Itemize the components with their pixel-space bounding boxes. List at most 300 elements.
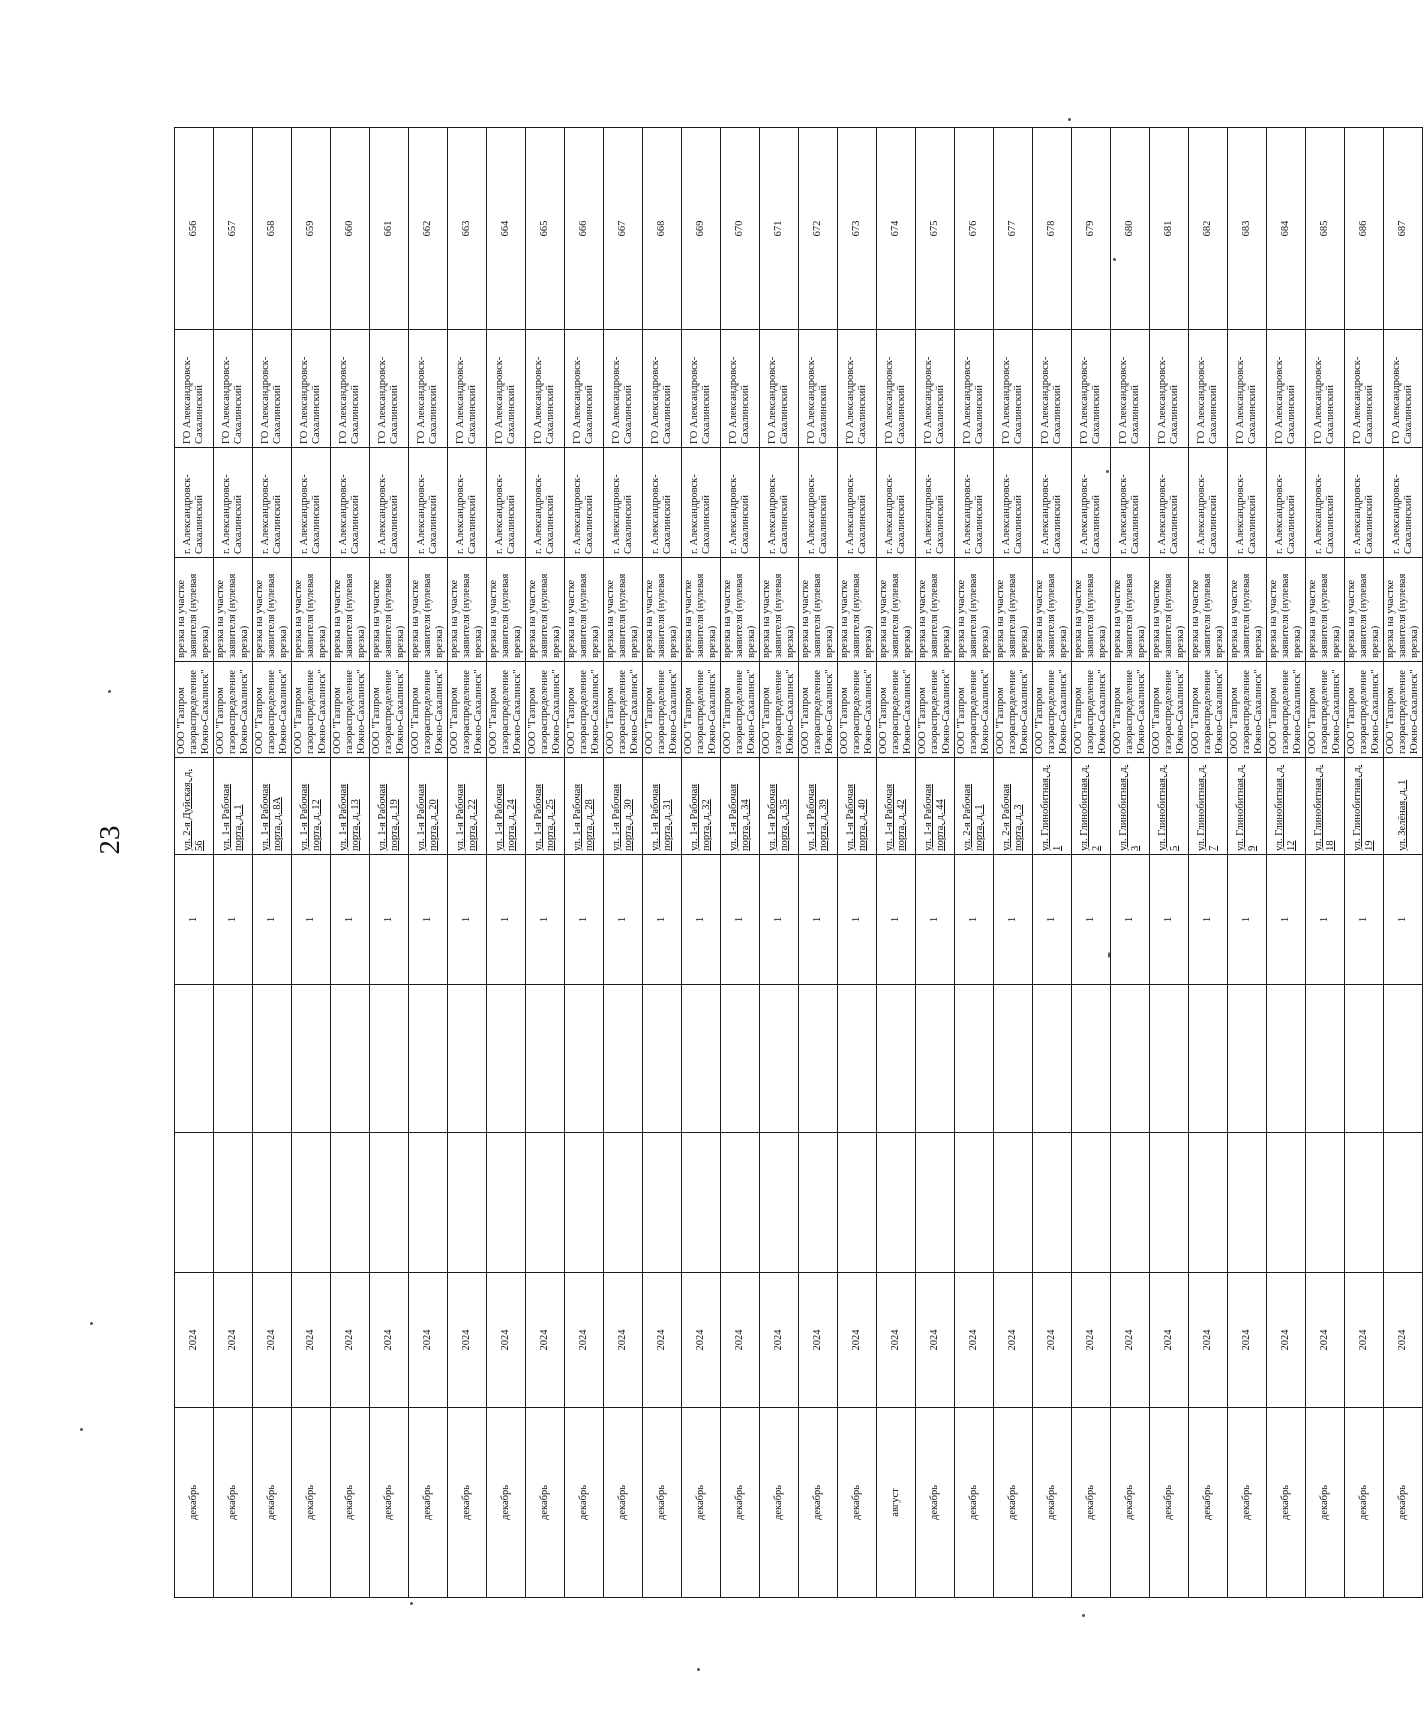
empty-cell (370, 1133, 409, 1273)
work-type-cell: врезка на участке заявителя (нулевая врезка) (1111, 558, 1150, 662)
address-cell: ул. Глинобитная, д. 9 (1228, 758, 1267, 855)
locality-cell: г. Александровск-Сахалинский (1267, 448, 1306, 558)
work-type-cell: врезка на участке заявителя (нулевая врезка) (526, 558, 565, 662)
year-cell: 2024 (175, 1273, 214, 1408)
empty-cell (1189, 985, 1228, 1133)
count-cell: 1 (1033, 855, 1072, 985)
table-row (1033, 128, 1072, 1598)
count-cell: 1 (175, 855, 214, 985)
row-number-cell: 685 (1306, 128, 1345, 330)
locality-cell: г. Александровск-Сахалинский (565, 448, 604, 558)
empty-cell (409, 1133, 448, 1273)
locality-cell: г. Александровск-Сахалинский (175, 448, 214, 558)
year-cell: 2024 (331, 1273, 370, 1408)
month-cell: декабрь (721, 1408, 760, 1598)
year-cell: 2024 (565, 1273, 604, 1408)
locality-cell: г. Александровск-Сахалинский (214, 448, 253, 558)
empty-cell (253, 985, 292, 1133)
empty-cell (448, 985, 487, 1133)
work-type-cell: врезка на участке заявителя (нулевая врезка) (487, 558, 526, 662)
operator-cell: ООО "Газпром газораспределение Южно-Сахалинск" (604, 662, 643, 758)
locality-cell: г. Александровск-Сахалинский (487, 448, 526, 558)
address-cell: ул. 1-я Рабочая порта, д. 1 (214, 758, 253, 855)
operator-cell: ООО "Газпром газораспределение Южно-Сахалинск" (409, 662, 448, 758)
month-cell: декабрь (1072, 1408, 1111, 1598)
table-row (565, 128, 604, 1598)
empty-cell (526, 985, 565, 1133)
row-number-cell: 681 (1150, 128, 1189, 330)
table-row (175, 128, 214, 1598)
work-type-cell: врезка на участке заявителя (нулевая врезка) (253, 558, 292, 662)
month-cell: декабрь (1306, 1408, 1345, 1598)
district-cell: ГО Александровск-Сахалинский (331, 330, 370, 448)
empty-cell (838, 985, 877, 1133)
scan-speck (108, 690, 111, 693)
year-cell: 2024 (682, 1273, 721, 1408)
table-row (409, 128, 448, 1598)
row-number-cell: 669 (682, 128, 721, 330)
address-cell: ул. 1-я Рабочая порта, д. 32 (682, 758, 721, 855)
locality-cell: г. Александровск-Сахалинский (1072, 448, 1111, 558)
count-cell: 1 (877, 855, 916, 985)
count-cell: 1 (370, 855, 409, 985)
empty-cell (799, 985, 838, 1133)
count-cell: 1 (331, 855, 370, 985)
scan-speck (1082, 1614, 1085, 1617)
operator-cell: ООО "Газпром газораспределение Южно-Сахалинск" (1345, 662, 1384, 758)
year-cell: 2024 (799, 1273, 838, 1408)
locality-cell: г. Александровск-Сахалинский (799, 448, 838, 558)
year-cell: 2024 (760, 1273, 799, 1408)
table-row (253, 128, 292, 1598)
registry-table (174, 127, 1423, 1598)
district-cell: ГО Александровск-Сахалинский (760, 330, 799, 448)
year-cell: 2024 (916, 1273, 955, 1408)
operator-cell: ООО "Газпром газораспределение Южно-Сахалинск" (955, 662, 994, 758)
year-cell: 2024 (1228, 1273, 1267, 1408)
count-cell: 1 (799, 855, 838, 985)
district-cell: ГО Александровск-Сахалинский (1111, 330, 1150, 448)
work-type-cell: врезка на участке заявителя (нулевая врезка) (1033, 558, 1072, 662)
empty-cell (1384, 1133, 1423, 1273)
month-cell: декабрь (1150, 1408, 1189, 1598)
empty-cell (955, 1133, 994, 1273)
count-cell: 1 (955, 855, 994, 985)
operator-cell: ООО "Газпром газораспределение Южно-Сахалинск" (448, 662, 487, 758)
empty-cell (1306, 985, 1345, 1133)
operator-cell: ООО "Газпром газораспределение Южно-Сахалинск" (1384, 662, 1423, 758)
address-cell: ул. 1-я Рабочая порта, д. 30 (604, 758, 643, 855)
locality-cell: г. Александровск-Сахалинский (682, 448, 721, 558)
operator-cell: ООО "Газпром газораспределение Южно-Сахалинск" (643, 662, 682, 758)
district-cell: ГО Александровск-Сахалинский (409, 330, 448, 448)
table-row (370, 128, 409, 1598)
table-row (1150, 128, 1189, 1598)
empty-cell (487, 985, 526, 1133)
month-cell: декабрь (487, 1408, 526, 1598)
table-row (448, 128, 487, 1598)
empty-cell (994, 1133, 1033, 1273)
locality-cell: г. Александровск-Сахалинский (526, 448, 565, 558)
empty-cell (565, 1133, 604, 1273)
count-cell: 1 (565, 855, 604, 985)
year-cell: 2024 (1384, 1273, 1423, 1408)
year-cell: 2024 (1345, 1273, 1384, 1408)
row-number-cell: 687 (1384, 128, 1423, 330)
month-cell: декабрь (916, 1408, 955, 1598)
year-cell: 2024 (1150, 1273, 1189, 1408)
table-row (1345, 128, 1384, 1598)
address-cell: ул. 1-я Рабочая порта, д. 25 (526, 758, 565, 855)
row-number-cell: 672 (799, 128, 838, 330)
year-cell: 2024 (1111, 1273, 1150, 1408)
operator-cell: ООО "Газпром газораспределение Южно-Сахалинск" (1189, 662, 1228, 758)
work-type-cell: врезка на участке заявителя (нулевая врезка) (448, 558, 487, 662)
address-cell: ул. 1-я Рабочая порта, д. 28 (565, 758, 604, 855)
address-cell: ул. 1-я Рабочая порта, д. 12 (292, 758, 331, 855)
work-type-cell: врезка на участке заявителя (нулевая врезка) (799, 558, 838, 662)
month-cell: декабрь (604, 1408, 643, 1598)
locality-cell: г. Александровск-Сахалинский (1111, 448, 1150, 558)
scan-speck (90, 1322, 93, 1325)
year-cell: 2024 (838, 1273, 877, 1408)
count-cell: 1 (760, 855, 799, 985)
row-number-cell: 662 (409, 128, 448, 330)
operator-cell: ООО "Газпром газораспределение Южно-Сахалинск" (1267, 662, 1306, 758)
district-cell: ГО Александровск-Сахалинский (565, 330, 604, 448)
scan-speck (1068, 118, 1071, 121)
district-cell: ГО Александровск-Сахалинский (1267, 330, 1306, 448)
operator-cell: ООО "Газпром газораспределение Южно-Сахалинск" (175, 662, 214, 758)
locality-cell: г. Александровск-Сахалинский (760, 448, 799, 558)
work-type-cell: врезка на участке заявителя (нулевая врезка) (721, 558, 760, 662)
row-number-cell: 657 (214, 128, 253, 330)
row-number-cell: 686 (1345, 128, 1384, 330)
locality-cell: г. Александровск-Сахалинский (994, 448, 1033, 558)
empty-cell (448, 1133, 487, 1273)
month-cell: декабрь (994, 1408, 1033, 1598)
empty-cell (1345, 1133, 1384, 1273)
count-cell: 1 (994, 855, 1033, 985)
month-cell: декабрь (1228, 1408, 1267, 1598)
operator-cell: ООО "Газпром газораспределение Южно-Сахалинск" (370, 662, 409, 758)
district-cell: ГО Александровск-Сахалинский (799, 330, 838, 448)
table-row (214, 128, 253, 1598)
address-cell: ул. 1-я Рабочая порта, д. 42 (877, 758, 916, 855)
row-number-cell: 679 (1072, 128, 1111, 330)
empty-cell (1111, 1133, 1150, 1273)
empty-cell (1111, 985, 1150, 1133)
address-cell: ул. Глинобитная, д. 2 (1072, 758, 1111, 855)
count-cell: 1 (1384, 855, 1423, 985)
empty-cell (565, 985, 604, 1133)
locality-cell: г. Александровск-Сахалинский (409, 448, 448, 558)
month-cell: декабрь (682, 1408, 721, 1598)
row-number-cell: 666 (565, 128, 604, 330)
locality-cell: г. Александровск-Сахалинский (877, 448, 916, 558)
row-number-cell: 659 (292, 128, 331, 330)
work-type-cell: врезка на участке заявителя (нулевая врезка) (1150, 558, 1189, 662)
table-row (799, 128, 838, 1598)
row-number-cell: 660 (331, 128, 370, 330)
row-number-cell: 664 (487, 128, 526, 330)
address-cell: ул. 1-я Рабочая порта, д. 39 (799, 758, 838, 855)
address-cell: ул. 1-я Рабочая порта, д. 35 (760, 758, 799, 855)
district-cell: ГО Александровск-Сахалинский (721, 330, 760, 448)
address-cell: ул. 1-я Рабочая порта, д. 40 (838, 758, 877, 855)
address-cell: ул. Зелёная, д. 1 (1384, 758, 1423, 855)
month-cell: декабрь (448, 1408, 487, 1598)
count-cell: 1 (1228, 855, 1267, 985)
month-cell: декабрь (292, 1408, 331, 1598)
operator-cell: ООО "Газпром газораспределение Южно-Сахалинск" (565, 662, 604, 758)
address-cell: ул. Глинобитная, д. 5 (1150, 758, 1189, 855)
operator-cell: ООО "Газпром газораспределение Южно-Сахалинск" (214, 662, 253, 758)
year-cell: 2024 (370, 1273, 409, 1408)
empty-cell (955, 985, 994, 1133)
work-type-cell: врезка на участке заявителя (нулевая врезка) (331, 558, 370, 662)
locality-cell: г. Александровск-Сахалинский (1189, 448, 1228, 558)
rotated-table-wrapper (174, 128, 1420, 1598)
work-type-cell: врезка на участке заявителя (нулевая врезка) (643, 558, 682, 662)
table-row (604, 128, 643, 1598)
work-type-cell: врезка на участке заявителя (нулевая врезка) (994, 558, 1033, 662)
locality-cell: г. Александровск-Сахалинский (331, 448, 370, 558)
empty-cell (604, 985, 643, 1133)
district-cell: ГО Александровск-Сахалинский (175, 330, 214, 448)
address-cell: ул. 2-я Рабочая порта, д. 3 (994, 758, 1033, 855)
district-cell: ГО Александровск-Сахалинский (448, 330, 487, 448)
month-cell: декабрь (1033, 1408, 1072, 1598)
locality-cell: г. Александровск-Сахалинский (604, 448, 643, 558)
address-cell: ул. Глинобитная, д. 3 (1111, 758, 1150, 855)
address-cell: ул. Глинобитная, д. 12 (1267, 758, 1306, 855)
count-cell: 1 (1072, 855, 1111, 985)
count-cell: 1 (1345, 855, 1384, 985)
operator-cell: ООО "Газпром газораспределение Южно-Сахалинск" (1033, 662, 1072, 758)
row-number-cell: 661 (370, 128, 409, 330)
row-number-cell: 678 (1033, 128, 1072, 330)
district-cell: ГО Александровск-Сахалинский (1228, 330, 1267, 448)
month-cell: декабрь (1111, 1408, 1150, 1598)
year-cell: 2024 (409, 1273, 448, 1408)
address-cell: ул. 1-я Рабочая порта, д. 24 (487, 758, 526, 855)
table-row (487, 128, 526, 1598)
row-number-cell: 684 (1267, 128, 1306, 330)
empty-cell (1072, 985, 1111, 1133)
scan-speck (80, 1428, 83, 1431)
count-cell: 1 (526, 855, 565, 985)
empty-cell (643, 985, 682, 1133)
address-cell: ул. 1-я Рабочая порта, д. 20 (409, 758, 448, 855)
empty-cell (877, 985, 916, 1133)
month-cell: декабрь (760, 1408, 799, 1598)
table-row (1267, 128, 1306, 1598)
address-cell: ул. 1-я Рабочая порта, д. 8А (253, 758, 292, 855)
empty-cell (1072, 1133, 1111, 1273)
locality-cell: г. Александровск-Сахалинский (253, 448, 292, 558)
district-cell: ГО Александровск-Сахалинский (1384, 330, 1423, 448)
operator-cell: ООО "Газпром газораспределение Южно-Сахалинск" (1072, 662, 1111, 758)
address-cell: ул. 1-я Рабочая порта, д. 22 (448, 758, 487, 855)
count-cell: 1 (1150, 855, 1189, 985)
operator-cell: ООО "Газпром газораспределение Южно-Сахалинск" (1228, 662, 1267, 758)
locality-cell: г. Александровск-Сахалинский (838, 448, 877, 558)
scan-speck (697, 1668, 700, 1671)
locality-cell: г. Александровск-Сахалинский (448, 448, 487, 558)
work-type-cell: врезка на участке заявителя (нулевая врезка) (1345, 558, 1384, 662)
empty-cell (916, 1133, 955, 1273)
locality-cell: г. Александровск-Сахалинский (721, 448, 760, 558)
count-cell: 1 (838, 855, 877, 985)
locality-cell: г. Александровск-Сахалинский (292, 448, 331, 558)
year-cell: 2024 (604, 1273, 643, 1408)
row-number-cell: 665 (526, 128, 565, 330)
work-type-cell: врезка на участке заявителя (нулевая врезка) (370, 558, 409, 662)
work-type-cell: врезка на участке заявителя (нулевая врезка) (838, 558, 877, 662)
year-cell: 2024 (721, 1273, 760, 1408)
locality-cell: г. Александровск-Сахалинский (1384, 448, 1423, 558)
empty-cell (214, 1133, 253, 1273)
work-type-cell: врезка на участке заявителя (нулевая врезка) (877, 558, 916, 662)
district-cell: ГО Александровск-Сахалинский (1189, 330, 1228, 448)
table-row (1189, 128, 1228, 1598)
empty-cell (1228, 1133, 1267, 1273)
table-row (955, 128, 994, 1598)
month-cell: декабрь (409, 1408, 448, 1598)
empty-cell (1345, 985, 1384, 1133)
address-cell: ул. Глинобитная, д. 7 (1189, 758, 1228, 855)
empty-cell (721, 1133, 760, 1273)
work-type-cell: врезка на участке заявителя (нулевая врезка) (565, 558, 604, 662)
row-number-cell: 658 (253, 128, 292, 330)
row-number-cell: 683 (1228, 128, 1267, 330)
work-type-cell: врезка на участке заявителя (нулевая врезка) (292, 558, 331, 662)
work-type-cell: врезка на участке заявителя (нулевая врезка) (214, 558, 253, 662)
month-cell: декабрь (955, 1408, 994, 1598)
row-number-cell: 677 (994, 128, 1033, 330)
table-row (838, 128, 877, 1598)
empty-cell (409, 985, 448, 1133)
empty-cell (682, 1133, 721, 1273)
district-cell: ГО Александровск-Сахалинский (916, 330, 955, 448)
locality-cell: г. Александровск-Сахалинский (1228, 448, 1267, 558)
empty-cell (1150, 1133, 1189, 1273)
row-number-cell: 670 (721, 128, 760, 330)
count-cell: 1 (448, 855, 487, 985)
district-cell: ГО Александровск-Сахалинский (877, 330, 916, 448)
district-cell: ГО Александровск-Сахалинский (1306, 330, 1345, 448)
count-cell: 1 (643, 855, 682, 985)
year-cell: 2024 (448, 1273, 487, 1408)
locality-cell: г. Александровск-Сахалинский (1150, 448, 1189, 558)
month-cell: декабрь (526, 1408, 565, 1598)
empty-cell (994, 985, 1033, 1133)
district-cell: ГО Александровск-Сахалинский (1150, 330, 1189, 448)
table-row (916, 128, 955, 1598)
row-number-cell: 674 (877, 128, 916, 330)
row-number-cell: 667 (604, 128, 643, 330)
operator-cell: ООО "Газпром газораспределение Южно-Сахалинск" (760, 662, 799, 758)
count-cell: 1 (1189, 855, 1228, 985)
work-type-cell: врезка на участке заявителя (нулевая врезка) (1306, 558, 1345, 662)
operator-cell: ООО "Газпром газораспределение Южно-Сахалинск" (1150, 662, 1189, 758)
month-cell: декабрь (1267, 1408, 1306, 1598)
table-row (526, 128, 565, 1598)
year-cell: 2024 (955, 1273, 994, 1408)
empty-cell (721, 985, 760, 1133)
work-type-cell: врезка на участке заявителя (нулевая врезка) (955, 558, 994, 662)
month-cell: декабрь (565, 1408, 604, 1598)
empty-cell (1033, 985, 1072, 1133)
work-type-cell: врезка на участке заявителя (нулевая врезка) (1228, 558, 1267, 662)
year-cell: 2024 (1189, 1273, 1228, 1408)
month-cell: декабрь (838, 1408, 877, 1598)
year-cell: 2024 (292, 1273, 331, 1408)
empty-cell (604, 1133, 643, 1273)
address-cell: ул. 2-я Дуйская, д. 56 (175, 758, 214, 855)
address-cell: ул. 1-я Рабочая порта, д. 13 (331, 758, 370, 855)
district-cell: ГО Александровск-Сахалинский (955, 330, 994, 448)
operator-cell: ООО "Газпром газораспределение Южно-Сахалинск" (487, 662, 526, 758)
count-cell: 1 (214, 855, 253, 985)
locality-cell: г. Александровск-Сахалинский (916, 448, 955, 558)
table-row (877, 128, 916, 1598)
empty-cell (370, 985, 409, 1133)
count-cell: 1 (916, 855, 955, 985)
empty-cell (292, 1133, 331, 1273)
address-cell: ул. Глинобитная, д. 19 (1345, 758, 1384, 855)
row-number-cell: 656 (175, 128, 214, 330)
scan-speck (410, 1602, 413, 1605)
empty-cell (331, 1133, 370, 1273)
empty-cell (1267, 1133, 1306, 1273)
empty-cell (487, 1133, 526, 1273)
month-cell: декабрь (1189, 1408, 1228, 1598)
empty-cell (916, 985, 955, 1133)
empty-cell (331, 985, 370, 1133)
row-number-cell: 663 (448, 128, 487, 330)
operator-cell: ООО "Газпром газораспределение Южно-Сахалинск" (994, 662, 1033, 758)
empty-cell (526, 1133, 565, 1273)
district-cell: ГО Александровск-Сахалинский (1033, 330, 1072, 448)
page-number: 23 (94, 825, 126, 855)
district-cell: ГО Александровск-Сахалинский (643, 330, 682, 448)
empty-cell (877, 1133, 916, 1273)
table-row (721, 128, 760, 1598)
empty-cell (1384, 985, 1423, 1133)
month-cell: декабрь (799, 1408, 838, 1598)
address-cell: ул. 1-я Рабочая порта, д. 44 (916, 758, 955, 855)
work-type-cell: врезка на участке заявителя (нулевая врезка) (916, 558, 955, 662)
empty-cell (838, 1133, 877, 1273)
count-cell: 1 (1306, 855, 1345, 985)
work-type-cell: врезка на участке заявителя (нулевая врезка) (1384, 558, 1423, 662)
operator-cell: ООО "Газпром газораспределение Южно-Сахалинск" (721, 662, 760, 758)
empty-cell (799, 1133, 838, 1273)
empty-cell (292, 985, 331, 1133)
operator-cell: ООО "Газпром газораспределение Южно-Сахалинск" (292, 662, 331, 758)
district-cell: ГО Александровск-Сахалинский (253, 330, 292, 448)
table-row (994, 128, 1033, 1598)
empty-cell (682, 985, 721, 1133)
month-cell: декабрь (331, 1408, 370, 1598)
empty-cell (1306, 1133, 1345, 1273)
locality-cell: г. Александровск-Сахалинский (1345, 448, 1384, 558)
month-cell: декабрь (214, 1408, 253, 1598)
operator-cell: ООО "Газпром газораспределение Южно-Сахалинск" (1111, 662, 1150, 758)
district-cell: ГО Александровск-Сахалинский (526, 330, 565, 448)
